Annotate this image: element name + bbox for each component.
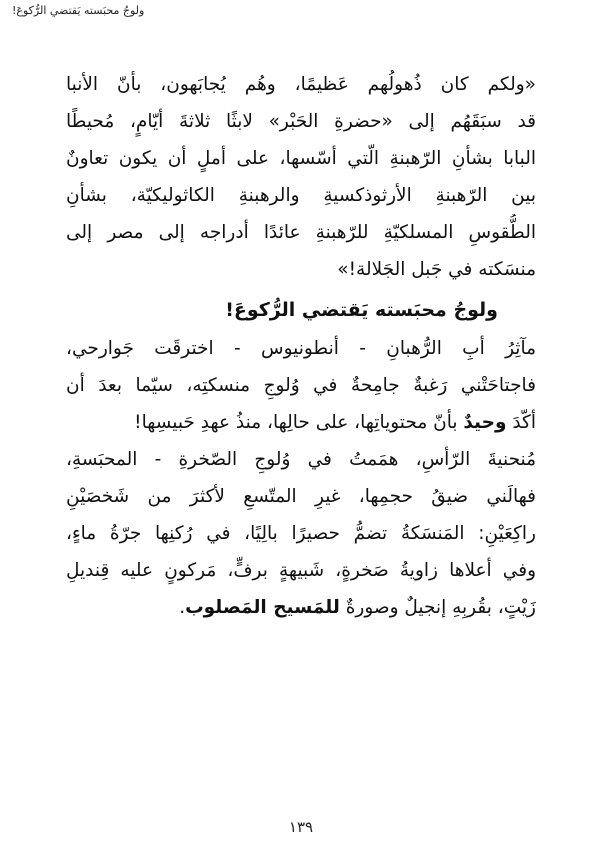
text-line <box>66 404 536 441</box>
text-line <box>66 589 536 626</box>
body-text <box>66 66 536 626</box>
text-line: فاجتاحَتْني رَغبةٌ جامِحةٌ في وُلوجِ منسكتِه، سيّما بعدَ أن <box>66 375 536 396</box>
quote-paragraph <box>66 66 536 288</box>
text-line: بين الرّهبنةِ الأرثوذكسيةِ والرهبنةِ الكاثوليكيّة، بشأنِ <box>66 185 536 206</box>
text-line: الطُّقوسِ المسلكيّةِ للرّهبنةِ عائدًا أدراجه إلى مصر إلى <box>66 222 536 243</box>
text-line: منسَكته في جَبل الجَلالة!» <box>337 259 536 280</box>
text-line: وفي أعلاها زاويةُ صَخرةٍ، شَبيهةٍ برفٍّ، مَركونٍ عليه قِنديلِ <box>66 560 536 581</box>
text-line: البابا بشأنِ الرّهبنةِ الّتي أسّسها، على أملٍ أن يكون تعاونٌ <box>66 148 536 169</box>
text-run: أكّدَ <box>506 412 536 433</box>
text-line: قد سبَقَهُم إلى «حضرةِ الحَبْر» لابثًا ثلاثةَ أيّامٍ، مُحيطًا <box>66 111 536 132</box>
running-header: ولوجُ محبَسته يَقتضي الرُّكوعَ! <box>12 4 145 17</box>
text-run: . <box>179 597 186 618</box>
text-line: مُنحنيةَ الرّأسِ، همَمتُ في وُلوجِ الصّخرةِ - المحبَسةِ، <box>66 449 536 470</box>
page-number: ١٣٩ <box>288 818 314 836</box>
text-line: مآثِرُ أبِ الرُّهبانِ - أنطونيوس - اخترقَت جَوارحي، <box>66 338 536 359</box>
paragraph-three <box>66 441 536 626</box>
paragraph-two <box>66 330 536 441</box>
bold-phrase: للمَسيح المَصلوب <box>185 597 340 618</box>
section-heading: ولوجُ محبَسته يَقتضي الرُّكوعَ! <box>225 299 498 321</box>
text-line: راكِعَيْنِ: المَنسَكةُ تضمُّ حصيرًا بالِيًا، في رُكنِها جرّةُ ماءٍ، <box>66 523 536 544</box>
text-run: بأنّ محتوياتِها، على حالِها، منذُ عهدِ حَبيسِها! <box>134 412 464 433</box>
text-line: فهالَني ضيقُ حجمِها، غيرِ المتّسعِ لأكثرَ من شَخصَيْنِ <box>66 486 536 507</box>
bold-name: وحيدٌ <box>463 412 507 433</box>
text-run: زَيْتٍ، بقُربِهِ إنجيلٌ وصورةٌ <box>339 597 536 618</box>
text-line: «ولكم كان ذُهولُهم عَظيمًا، وهُم يُجابَهون، بأنّ الأنبا <box>66 74 536 95</box>
